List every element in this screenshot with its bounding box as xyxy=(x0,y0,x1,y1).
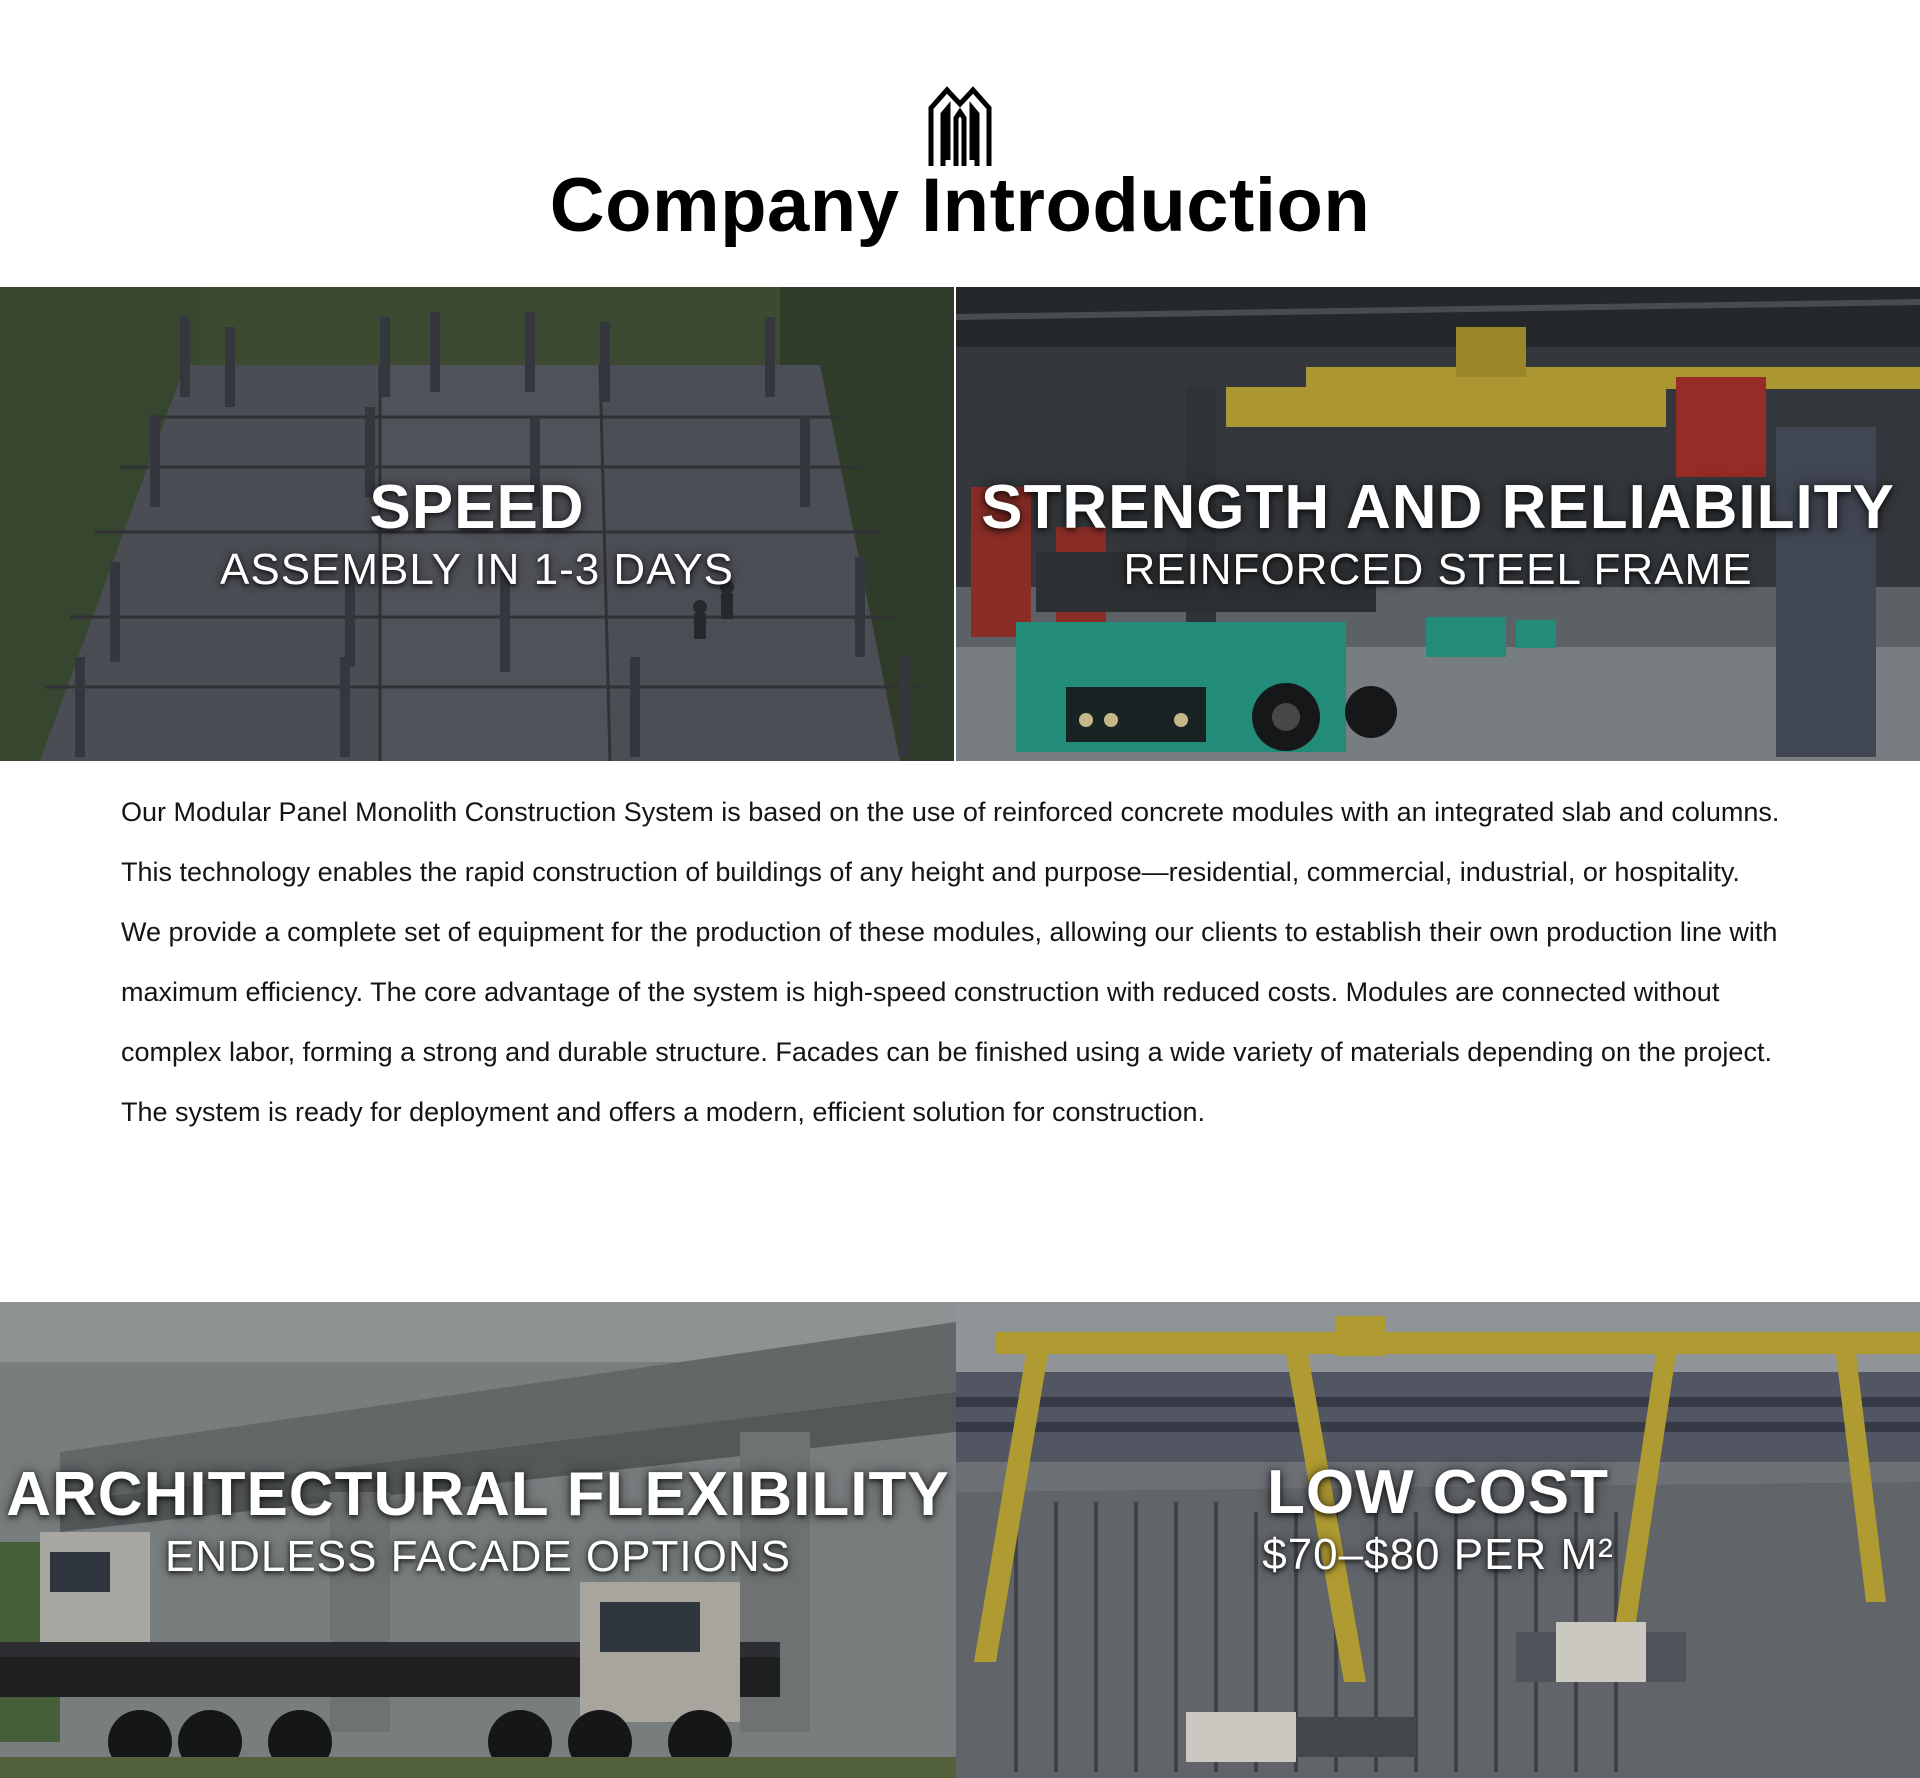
intro-paragraph: Our Modular Panel Monolith Construction System is based on the use of reinforced concrete modules with an integrated slab and columns. This technology enables the rapid construction of buildings of any height and purpose—residential, commercial, industrial, or hospitality. xyxy=(121,797,1780,887)
intro-paragraph: The system is ready for deployment and offers a modern, efficient solution for construction. xyxy=(121,1097,1206,1127)
strength-caption xyxy=(956,473,1920,597)
feature-title: SPEED xyxy=(369,473,585,542)
page-title: Company Introduction xyxy=(549,163,1371,248)
feature-title: ARCHITECTURAL FLEXIBILITY xyxy=(6,1460,950,1529)
feature-subtitle: ENDLESS FACADE OPTIONS xyxy=(165,1532,791,1581)
architecture-caption xyxy=(0,1460,956,1584)
speed-caption xyxy=(0,473,954,597)
low-cost-caption xyxy=(956,1458,1920,1582)
feature-tile-low-cost xyxy=(956,1302,1920,1778)
feature-subtitle: ASSEMBLY IN 1-3 DAYS xyxy=(220,545,734,594)
feature-subtitle: $70–$80 PER M² xyxy=(1262,1530,1614,1579)
intro-paragraph: We provide a complete set of equipment for the production of these modules, allowing our clients to establish their own production line with maximum efficiency. The core advantage of the system is high-speed construction with reduced costs. Modules are connected without complex labor, forming a strong and durable structure. Facades can be finished using a wide variety of materials depending on the project. xyxy=(121,917,1778,1067)
feature-tile-architecture xyxy=(0,1302,956,1778)
intro-text xyxy=(121,782,1821,1142)
feature-title: STRENGTH AND RELIABILITY xyxy=(981,473,1895,542)
page-header xyxy=(0,0,1920,286)
company-logo-icon xyxy=(927,84,993,170)
feature-title: LOW COST xyxy=(1266,1458,1610,1527)
feature-subtitle: REINFORCED STEEL FRAME xyxy=(1123,545,1753,594)
feature-tile-strength xyxy=(956,287,1920,761)
feature-tile-speed xyxy=(0,287,954,761)
